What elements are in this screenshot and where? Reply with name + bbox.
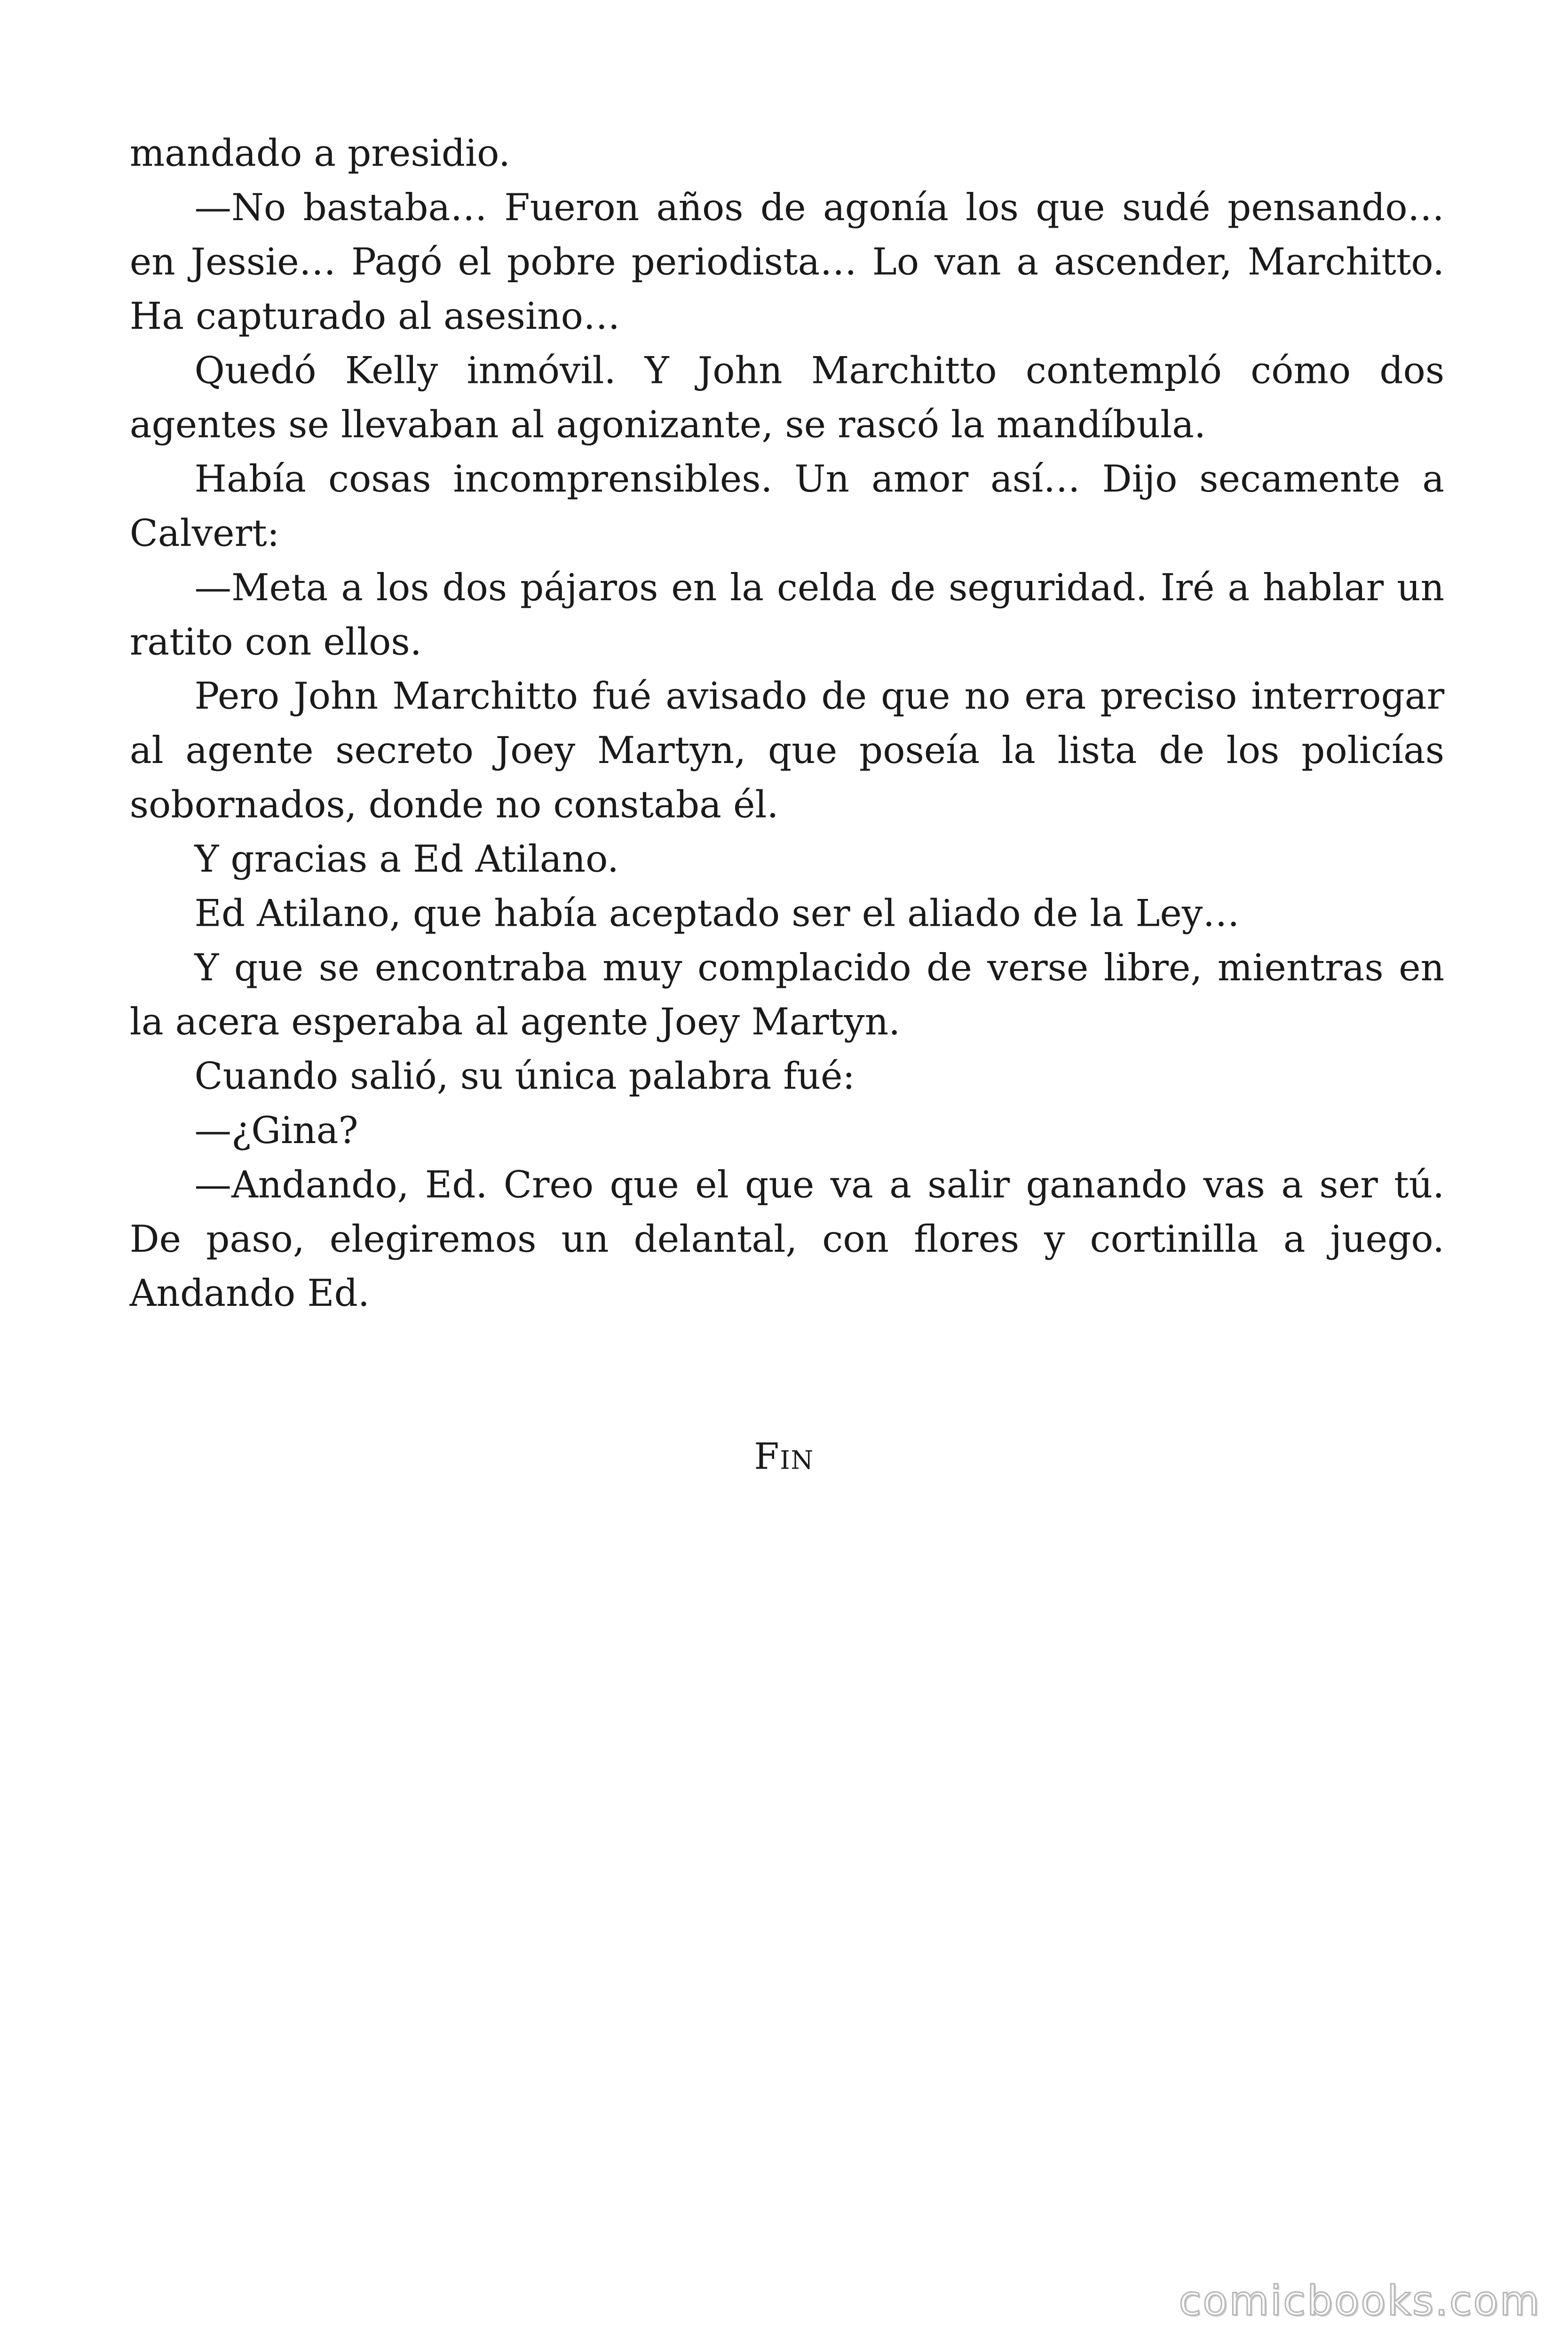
paragraph: —Meta a los dos pájaros en la celda de seguridad. Iré a hablar un ratito con ellos.: [129, 565, 1445, 664]
watermark: comicbooks.com: [1179, 2278, 1541, 2326]
paragraph: —Andando, Ed. Creo que el que va a salir ganando vas a ser tú. De paso, elegiremos un delantal, con flores y cortinilla a juego. Andando Ed.: [129, 1162, 1445, 1315]
paragraph: Había cosas incomprensibles. Un amor así… Dijo secamente a Calvert:: [129, 457, 1445, 555]
paragraph: Pero John Marchitto fué avisado de que no era preciso interrogar al agente secreto Joey Martyn, que poseía la lista de los policías sobornados, donde no constaba él.: [129, 674, 1445, 826]
paragraph: Cuando salió, su única palabra fué:: [194, 1054, 855, 1098]
end-mark: [0, 1436, 1568, 1478]
paragraph: Y gracias a Ed Atilano.: [194, 837, 619, 881]
end-mark-text: Fin: [754, 1435, 814, 1478]
paragraph: —¿Gina?: [194, 1108, 358, 1152]
paragraph: Y que se encontraba muy complacido de verse libre, mientras en la acera esperaba al agente Joey Martyn.: [129, 946, 1445, 1044]
body-text: [130, 127, 1444, 1321]
paragraph: mandado a presidio.: [129, 131, 511, 175]
paragraph: —No bastaba… Fueron años de agonía los que sudé pensando… en Jessie… Pagó el pobre periodista… Lo van a ascender, Marchitto. Ha capturado al asesino…: [129, 185, 1445, 338]
paragraph: Quedó Kelly inmóvil. Y John Marchitto contempló cómo dos agentes se llevaban al agonizante, se rascó la mandíbula.: [129, 348, 1445, 446]
paragraph: Ed Atilano, que había aceptado ser el aliado de la Ley…: [194, 891, 1240, 935]
